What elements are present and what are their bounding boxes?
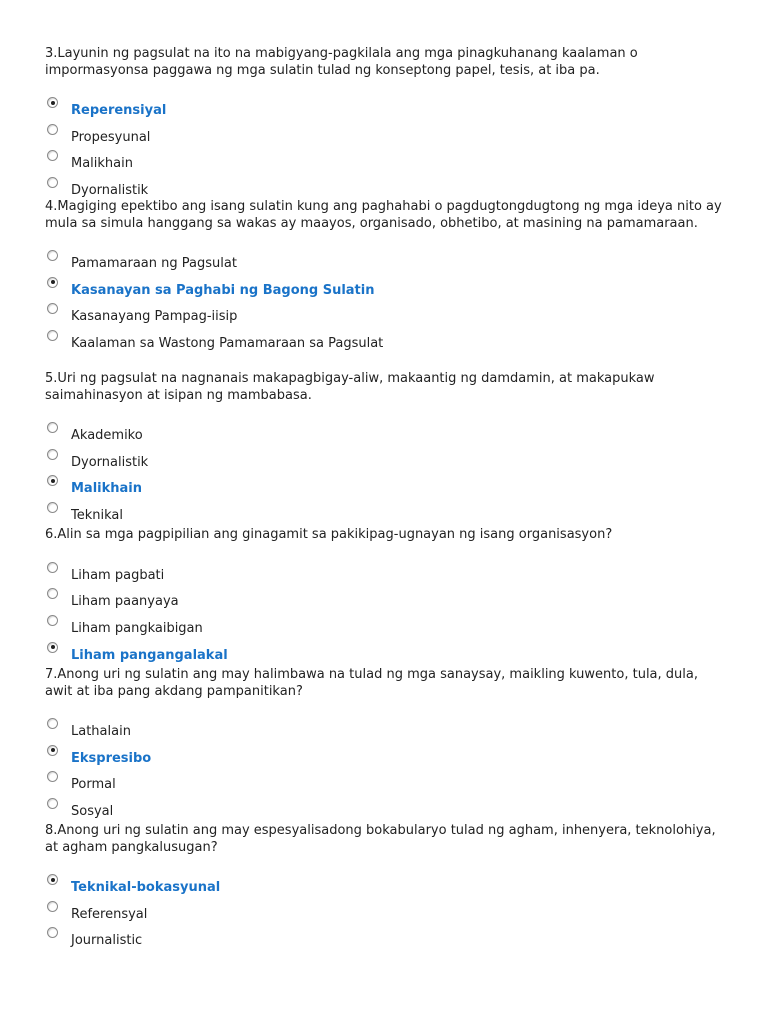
answer-label: Akademiko xyxy=(71,428,143,443)
answer-option[interactable] xyxy=(45,798,725,825)
answer-label: Kaalaman sa Wastong Pamamaraan sa Pagsulat xyxy=(71,336,384,352)
answer-options xyxy=(45,422,725,529)
answer-options xyxy=(45,718,725,825)
answer-options xyxy=(45,250,725,357)
radio-unchecked-icon[interactable] xyxy=(47,150,58,161)
answer-label: Liham paanyaya xyxy=(71,594,179,610)
answer-option[interactable] xyxy=(45,150,725,177)
answer-label: Pamamaraan ng Pagsulat xyxy=(71,256,237,271)
selected-answer-label: Reperensiyal xyxy=(71,103,167,118)
radio-unchecked-icon[interactable] xyxy=(47,422,58,433)
radio-unchecked-icon[interactable] xyxy=(47,901,58,912)
radio-unchecked-icon[interactable] xyxy=(47,303,58,314)
answer-label: Referensyal xyxy=(71,906,148,922)
answer-options xyxy=(45,562,725,669)
selected-answer-label: Teknikal-bokasyunal xyxy=(71,880,221,895)
answer-option[interactable] xyxy=(45,449,725,476)
answer-option[interactable] xyxy=(45,615,725,642)
answer-label: Dyornalistik xyxy=(71,183,149,199)
question-5 xyxy=(45,667,725,825)
question-text: 7.Anong uri ng sulatin ang may halimbawa na tulad ng mga sanaysay, maikling kuwento, tula, dula, awit at iba pang akdang pampanitikan? xyxy=(45,667,698,699)
answer-option[interactable] xyxy=(45,124,725,151)
radio-unchecked-icon[interactable] xyxy=(47,615,58,626)
answer-option[interactable] xyxy=(45,874,725,901)
radio-unchecked-icon[interactable] xyxy=(47,124,58,135)
answer-label: Dyornalistik xyxy=(71,454,149,470)
answer-option[interactable] xyxy=(45,502,725,529)
answer-option[interactable] xyxy=(45,303,725,330)
answer-options xyxy=(45,874,725,954)
question-text: 4.Magiging epektibo ang isang sulatin kung ang paghahabi o pagdugtongdugtong ng mga ideya nito ay mula sa simula hanggang sa wakas ay maayos, organisado, obhetibo, at masining na pamamaraan. xyxy=(45,199,722,231)
answer-label: Journalistic xyxy=(71,933,143,949)
answer-options xyxy=(45,97,725,204)
question-text: 5.Uri ng pagsulat na nagnanais makapagbigay-aliw, makaantig ng damdamin, at makapukaw saimahinasyon at isipan ng mambabasa. xyxy=(45,371,655,403)
radio-checked-icon[interactable] xyxy=(47,277,58,288)
answer-label: Teknikal xyxy=(71,508,123,524)
radio-unchecked-icon[interactable] xyxy=(47,927,58,938)
radio-unchecked-icon[interactable] xyxy=(47,588,58,599)
answer-label: Liham pangkaibigan xyxy=(71,620,203,636)
question-6 xyxy=(45,823,725,954)
radio-checked-icon[interactable] xyxy=(47,97,58,108)
question-text: 3.Layunin ng pagsulat na ito na mabigyang-pagkilala ang mga pinagkuhanang kaalaman o impormasyonsa paggawa ng mga sulatin tulad ng konseptong papel, tesis, at iba pa. xyxy=(45,46,638,78)
answer-option[interactable] xyxy=(45,250,725,277)
question-2 xyxy=(45,199,725,357)
selected-answer-label: Ekspresibo xyxy=(71,750,152,766)
question-text: 8.Anong uri ng sulatin ang may espesyalisadong bokabularyo tulad ng agham, inhenyera, teknolohiya, at agham pangkalusugan? xyxy=(45,823,716,855)
question-text: 6.Alin sa mga pagpipilian ang ginagamit sa pakikipag-ugnayan ng isang organisasyon? xyxy=(45,527,613,542)
radio-unchecked-icon[interactable] xyxy=(47,771,58,782)
answer-label: Lathalain xyxy=(71,724,131,739)
selected-answer-label: Liham pangangalakal xyxy=(71,647,228,663)
selected-answer-label: Malikhain xyxy=(71,481,143,497)
answer-option[interactable] xyxy=(45,771,725,798)
answer-label: Sosyal xyxy=(71,804,114,820)
answer-option[interactable] xyxy=(45,745,725,772)
answer-option[interactable] xyxy=(45,97,725,124)
answer-label: Pormal xyxy=(71,777,116,793)
answer-option[interactable] xyxy=(45,277,725,304)
radio-unchecked-icon[interactable] xyxy=(47,250,58,261)
radio-unchecked-icon[interactable] xyxy=(47,177,58,188)
answer-option[interactable] xyxy=(45,422,725,449)
answer-option[interactable] xyxy=(45,562,725,589)
radio-unchecked-icon[interactable] xyxy=(47,449,58,460)
answer-label: Malikhain xyxy=(71,156,133,172)
answer-option[interactable] xyxy=(45,475,725,502)
radio-unchecked-icon[interactable] xyxy=(47,330,58,341)
radio-unchecked-icon[interactable] xyxy=(47,562,58,573)
selected-answer-label: Kasanayan sa Paghabi ng Bagong Sulatin xyxy=(71,282,375,298)
answer-option[interactable] xyxy=(45,588,725,615)
answer-option[interactable] xyxy=(45,642,725,669)
radio-checked-icon[interactable] xyxy=(47,874,58,885)
radio-checked-icon[interactable] xyxy=(47,475,58,486)
answer-option[interactable] xyxy=(45,718,725,745)
question-1 xyxy=(45,46,725,204)
answer-label: Liham pagbati xyxy=(71,567,165,583)
answer-label: Propesyunal xyxy=(71,129,151,145)
answer-label: Kasanayang Pampag-iisip xyxy=(71,309,238,325)
answer-option[interactable] xyxy=(45,330,725,357)
question-4 xyxy=(45,527,725,668)
answer-option[interactable] xyxy=(45,901,725,928)
radio-unchecked-icon[interactable] xyxy=(47,502,58,513)
radio-unchecked-icon[interactable] xyxy=(47,798,58,809)
question-3 xyxy=(45,371,725,529)
radio-checked-icon[interactable] xyxy=(47,745,58,756)
answer-option[interactable] xyxy=(45,927,725,954)
radio-unchecked-icon[interactable] xyxy=(47,718,58,729)
radio-checked-icon[interactable] xyxy=(47,642,58,653)
